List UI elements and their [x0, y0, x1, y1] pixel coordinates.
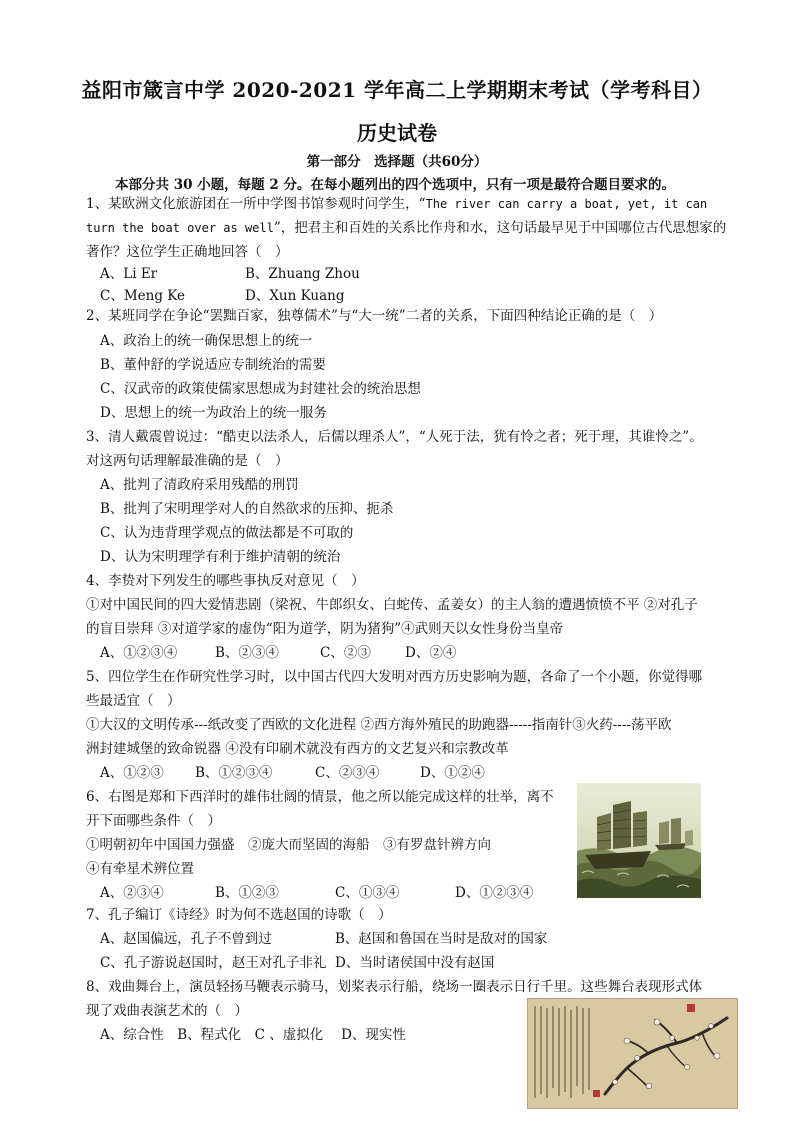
q4-option-a: A、①②③④ — [100, 645, 178, 661]
q6-option-d: D、①②③④ — [455, 885, 534, 901]
q3-line-2: 对这两句话理解最准确的是（ ） — [86, 453, 289, 469]
q6-line-4: ④有牵星术辨位置 — [86, 861, 194, 877]
q4-option-d: D、②④ — [405, 645, 457, 661]
q4-line-2: 的盲目崇拜 ③对道学家的虚伪“阳为道学，阴为猪狗”④武则天以女性身份当皇帝 — [86, 621, 564, 637]
section-instruction: 本部分共 30 小题，每题 2 分。在每小题列出的四个选项中，只有一项是最符合题目要求的。 — [115, 177, 675, 193]
q1-option-c: C、Meng Ke — [100, 288, 185, 304]
zheng-he-fleet-image — [577, 783, 701, 898]
q8-options: A、综合性 B、程式化 C 、虚拟化 D、现实性 — [100, 1027, 406, 1043]
q4-line-1: ①对中国民间的四大爱情悲剧（梁祝、牛郎织女、白蛇传、孟姜女）的主人翁的遭遇愤愤不平 ②对孔子 — [86, 597, 698, 613]
q8-line-1: 8、戏曲舞台上，演员轻扬马鞭表示骑马，划桨表示行船，绕场一圈表示日行千里。这些舞台表现形式体 — [86, 979, 703, 995]
q1-option-a: A、Li Er — [100, 266, 158, 282]
exam-title: 益阳市箴言中学 2020-2021 学年高二上学期期末考试（学考科目） — [81, 78, 713, 102]
q4-option-b: B、②③④ — [215, 645, 279, 661]
q7-stem: 7、孔子编订《诗经》时为何不选赵国的诗歌（ ） — [86, 907, 392, 923]
q7-option-c: C、孔子游说赵国时，赵王对孔子非礼 — [100, 955, 327, 971]
q5-option-d: D、①②④ — [420, 765, 485, 781]
q3-option-c: C、认为违背理学观点的做法都是不可取的 — [100, 525, 354, 541]
exam-subtitle: 历史试卷 — [357, 121, 437, 145]
q7-option-d: D、当时诸侯国中没有赵国 — [335, 955, 495, 971]
section-heading: 第一部分 选择题（共60分） — [306, 154, 488, 170]
q2-stem: 2、某班同学在争论“罢黜百家，独尊儒术”与“大一统”二者的关系，下面四种结论正确的是（ ） — [86, 308, 663, 324]
q6-line-2: 开下面哪些条件（ ） — [86, 813, 221, 829]
q1-line-2: turn the boat over as well”，把君主和百姓的关系比作舟和水，这句话最早见于中国哪位古代思想家的 — [86, 220, 727, 236]
q5-line-2: 些最适宜（ ） — [86, 693, 181, 709]
q4-stem: 4、李贽对下列发生的哪些事执反对意见（ ） — [86, 573, 365, 589]
plum-blossom-painting — [527, 998, 738, 1109]
q2-option-c: C、汉武帝的政策使儒家思想成为封建社会的统治思想 — [100, 381, 421, 397]
q4-option-c: C、②③ — [320, 645, 371, 661]
q5-option-c: C、②③④ — [315, 765, 380, 781]
q1-line-1: 1、某欧洲文化旅游团在一所中学图书馆参观时问学生，“The river can carry a boat, yet, it can — [86, 196, 708, 212]
q3-option-a: A、批判了清政府采用残酷的刑罚 — [100, 477, 299, 493]
q8-line-2: 现了戏曲表演艺术的（ ） — [86, 1003, 248, 1019]
q5-line-3: ①大汉的文明传承---纸改变了西欧的文化进程 ②西方海外殖民的助跑器-----指南针③火药----荡平欧 — [86, 717, 672, 733]
q1-option-d: D、Xun Kuang — [245, 288, 345, 304]
q5-line-4: 洲封建城堡的致命锐器 ④没有印刷术就没有西方的文艺复兴和宗教改革 — [86, 741, 509, 757]
q6-option-c: C、①③④ — [335, 885, 400, 901]
q1-line-3: 著作？这位学生正确地回答（ ） — [86, 244, 289, 260]
q3-option-d: D、认为宋明理学有利于维护清朝的统治 — [100, 549, 341, 565]
q5-line-1: 5、四位学生在作研究性学习时，以中国古代四大发明对西方历史影响为题，各命了一个小题，你觉得哪 — [86, 669, 703, 685]
q1-option-b: B、Zhuang Zhou — [245, 266, 360, 282]
q6-line-1: 6、右图是郑和下西洋时的雄伟壮阔的情景，他之所以能完成这样的壮举，离不 — [86, 789, 554, 805]
q3-option-b: B、批判了宋明理学对人的自然欲求的压抑、扼杀 — [100, 501, 394, 517]
q6-line-3: ①明朝初年中国国力强盛 ②庞大而坚固的海船 ③有罗盘针辨方向 — [86, 837, 491, 853]
q5-option-a: A、①②③ — [100, 765, 164, 781]
q2-option-a: A、政治上的统一确保思想上的统一 — [100, 333, 313, 349]
q2-option-d: D、思想上的统一为政治上的统一服务 — [100, 405, 327, 421]
q6-option-b: B、①②③ — [215, 885, 279, 901]
q5-option-b: B、①②③④ — [195, 765, 273, 781]
q6-option-a: A、②③④ — [100, 885, 164, 901]
q7-option-a: A、赵国偏远，孔子不曾到过 — [100, 931, 272, 947]
q7-option-b: B、赵国和鲁国在当时是敌对的国家 — [335, 931, 548, 947]
q2-option-b: B、董仲舒的学说适应专制统治的需要 — [100, 357, 326, 373]
q3-line-1: 3、清人戴震曾说过：“酷吏以法杀人，后儒以理杀人”，“人死于法，犹有怜之者；死于理，其谁怜之”。 — [86, 429, 703, 445]
